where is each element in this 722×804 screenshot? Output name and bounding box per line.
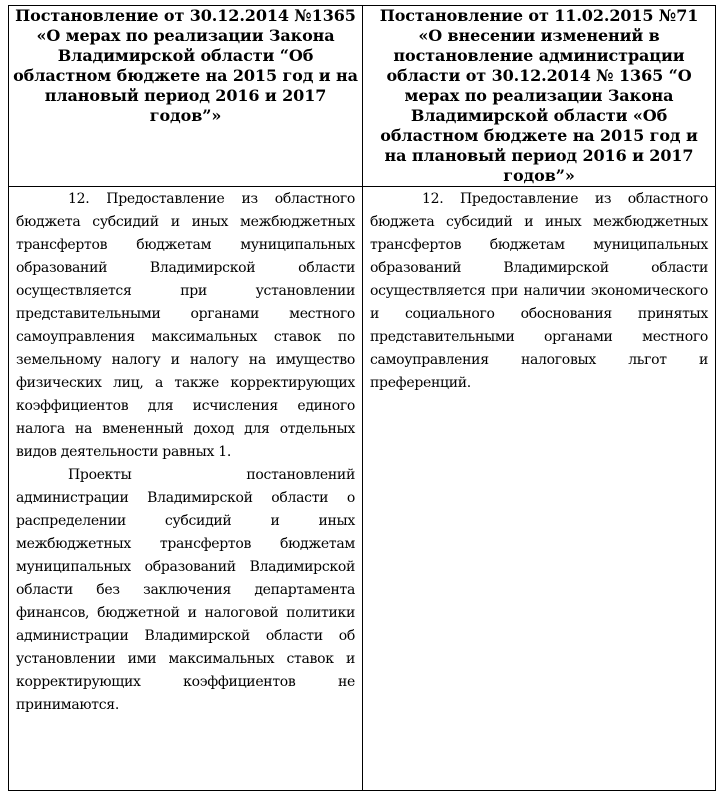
header-row bbox=[9, 6, 716, 187]
original-decree-text-cell bbox=[9, 187, 363, 791]
header-cell-amending-decree bbox=[363, 6, 716, 187]
header-amending-decree-text: Постановление от 11.02.2015 №71 «О внесении изменений в постановление администрации области от 30.12.2014 № 1365 “О мерах по реализации Закона Владимирской области «Об областном бюджете на 2015 год и на плановый период 2016 и 2017 годов”» bbox=[379, 6, 699, 185]
amended-decree-text-cell bbox=[363, 187, 716, 791]
original-draft-resolutions-paragraph: Проекты постановлений администрации Владимирской области о распределении субсидий и иных межбюджетных трансфертов бюджетам муниципальных образований Владимирской области без заключения департамента финансов, бюджетной и налоговой политики администрации Владимирской области об установлении ими максимальных ставок и корректирующих коэффициентов не принимаются. bbox=[16, 467, 355, 713]
amended-clause-12-paragraph: 12. Предоставление из областного бюджета субсидий и иных межбюджетных трансфертов бюджетам муниципальных образований Владимирской области осуществляется при наличии экономического и социального обоснования принятых представительными органами местного самоуправления налоговых льгот и преференций. bbox=[370, 191, 708, 391]
header-cell-original-decree bbox=[9, 6, 363, 187]
content-row bbox=[9, 187, 716, 791]
original-clause-12-paragraph: 12. Предоставление из областного бюджета субсидий и иных межбюджетных трансфертов бюджетам муниципальных образований Владимирской области осуществляется при установлении представительными органами местного самоуправления максимальных ставок по земельному налогу и налогу на имущество физических лиц, а также корректирующих коэффициентов для исчисления единого налога на вмененный доход для отдельных видов деятельности равных 1. bbox=[16, 191, 355, 460]
comparison-table bbox=[8, 5, 716, 791]
header-original-decree-text: Постановление от 30.12.2014 №1365 «О мерах по реализации Закона Владимирской области “Об областном бюджете на 2015 год и на плановый период 2016 и 2017 годов”» bbox=[13, 6, 358, 125]
